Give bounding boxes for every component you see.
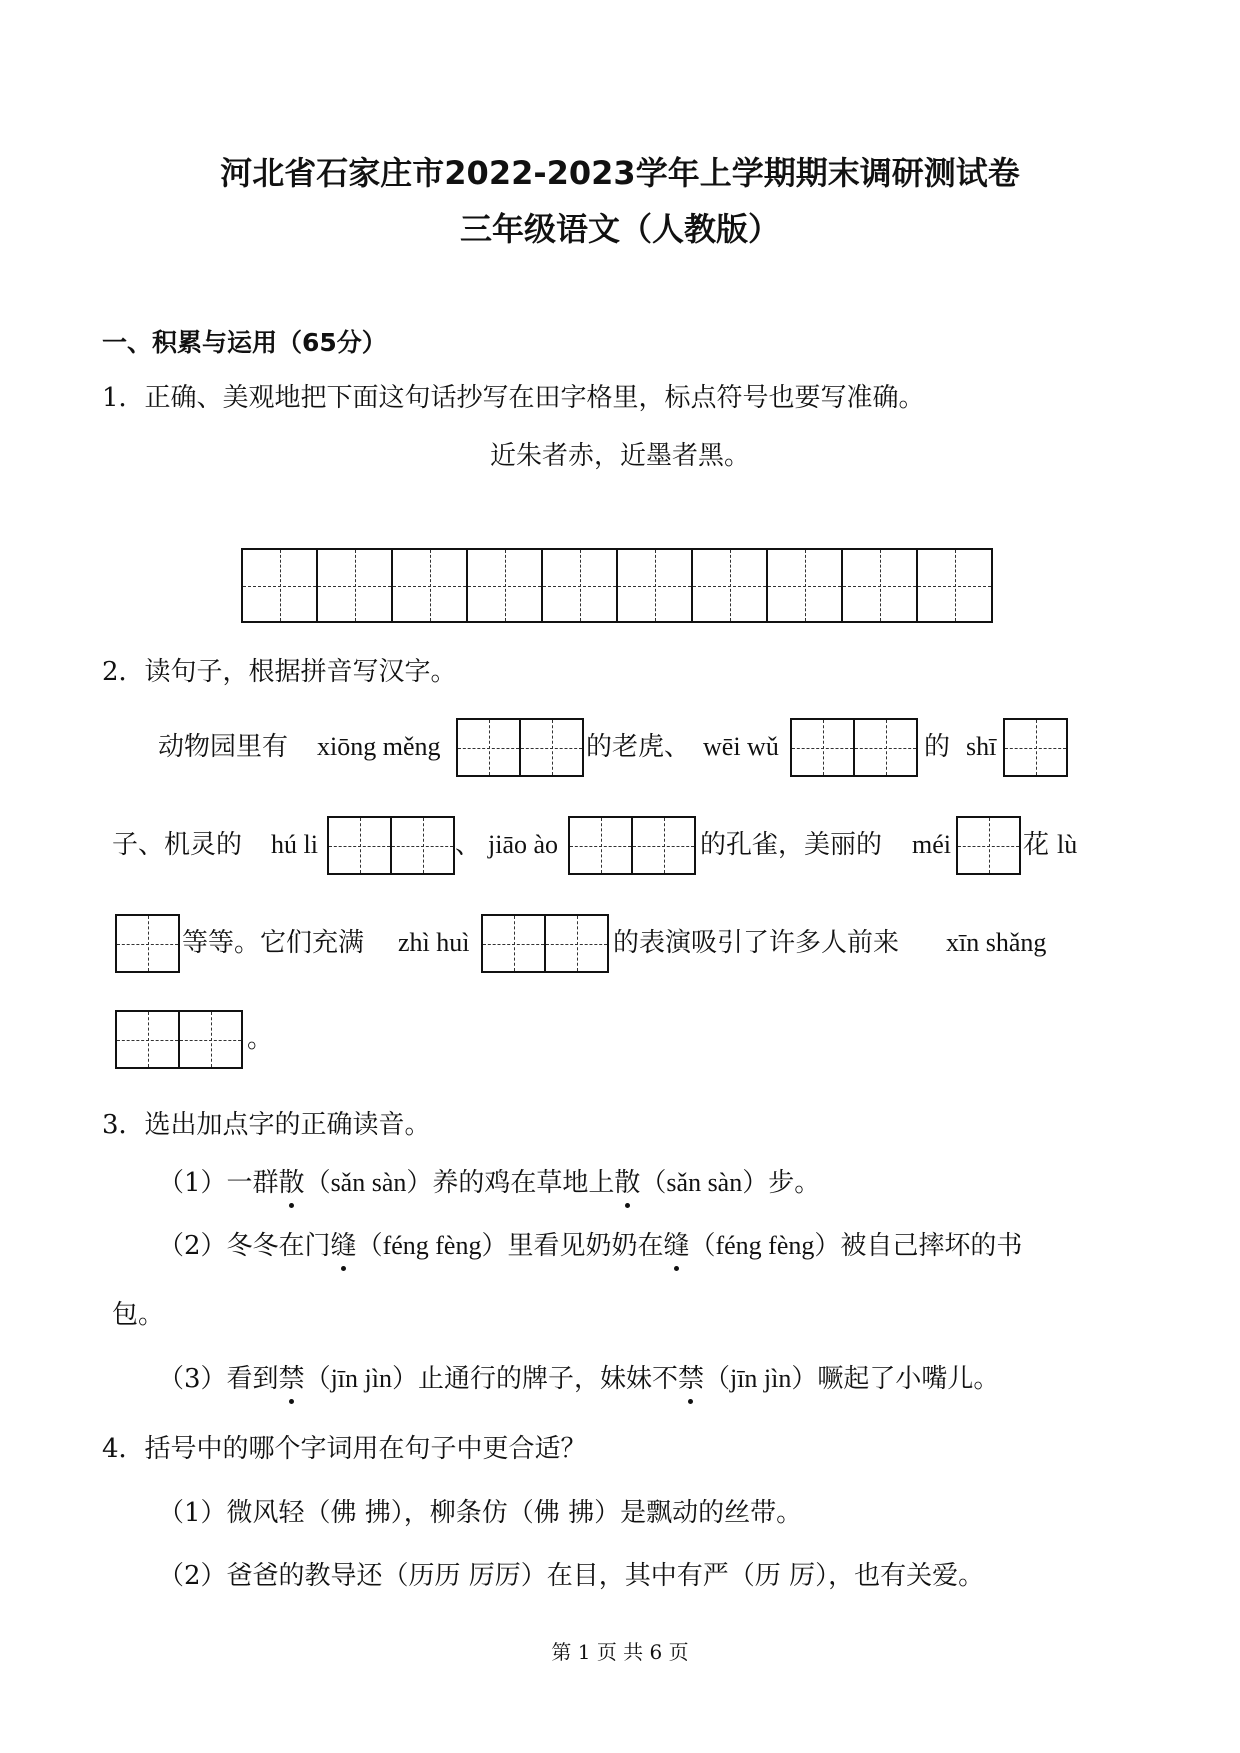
pinyin-jiaoao: jiāo ào (488, 830, 559, 859)
q2-prompt: 2．读句子，根据拼音写汉字。 (102, 657, 457, 687)
grid-cell[interactable] (768, 548, 843, 623)
pinyin-zhihui: zhì huì (398, 928, 470, 957)
q2-text: 的老虎、 (586, 732, 691, 762)
grid-cell[interactable] (843, 548, 918, 623)
q1-sentence: 近朱者赤，近墨者黑。 (489, 441, 750, 471)
dotted-char: 散 (614, 1168, 641, 1198)
grid-cell[interactable] (393, 548, 468, 623)
answer-box-zhihui[interactable] (481, 914, 609, 973)
exam-subtitle: 三年级语文（人教版） (459, 210, 780, 248)
section-heading: 一、积累与运用（65分） (102, 328, 387, 357)
q1-tianzige-grid[interactable] (241, 548, 993, 623)
pinyin-xiongmeng: xiōng měng (317, 732, 441, 761)
q2-text: 动物园里有 (158, 732, 289, 762)
grid-cell[interactable] (918, 548, 993, 623)
q2-text: 花 (1023, 830, 1050, 860)
q2-text: 等等。它们充满 (182, 928, 365, 958)
q2-text: 。 (247, 1024, 274, 1054)
q3-item-3: （3）看到禁（jīn jìn）止通行的牌子，妹妹不禁（jīn jìn）噘起了小嘴儿。 (158, 1364, 1000, 1394)
q3-item-2-cont: 包。 (112, 1300, 165, 1330)
q3-item-2: （2）冬冬在门缝（féng fèng）里看见奶奶在缝（féng fèng）被自己摔坏的书 (158, 1231, 1023, 1261)
grid-cell[interactable] (243, 548, 318, 623)
q4-item-2: （2）爸爸的教导还（历历 厉厉）在目，其中有严（历 厉），也有关爱。 (158, 1561, 985, 1591)
grid-cell[interactable] (468, 548, 543, 623)
answer-box-weiwu[interactable] (790, 718, 918, 777)
dotted-char: 禁 (278, 1364, 305, 1394)
dotted-char: 缝 (330, 1231, 357, 1261)
grid-cell[interactable] (318, 548, 393, 623)
answer-box-lu[interactable] (115, 914, 180, 973)
grid-cell[interactable] (693, 548, 768, 623)
answer-box-mei[interactable] (956, 816, 1021, 875)
pinyin-mei: méi (912, 830, 951, 859)
dotted-char: 散 (278, 1168, 305, 1198)
q4-prompt: 4．括号中的哪个字词用在句子中更合适？ (102, 1434, 587, 1464)
answer-box-xiongmeng[interactable] (456, 718, 584, 777)
q2-text: 的表演吸引了许多人前来 (613, 928, 900, 958)
dotted-char: 禁 (677, 1364, 704, 1394)
pinyin-weiwu: wēi wǔ (703, 732, 779, 761)
answer-box-shi[interactable] (1003, 718, 1068, 777)
q2-text: 子、机灵的 (112, 830, 243, 860)
grid-cell[interactable] (618, 548, 693, 623)
q4-item-1: （1）微风轻（佛 拂），柳条仿（佛 拂）是飘动的丝带。 (158, 1498, 803, 1528)
q2-text: 的孔雀，美丽的 (700, 830, 883, 860)
exam-title: 河北省石家庄市2022-2023学年上学期期末调研测试卷 (220, 154, 1020, 192)
q1-prompt: 1．正确、美观地把下面这句话抄写在田字格里，标点符号也要写准确。 (102, 383, 925, 413)
pinyin-lu: lù (1057, 830, 1078, 859)
answer-box-jiaoao[interactable] (568, 816, 696, 875)
grid-cell[interactable] (543, 548, 618, 623)
q3-item-1: （1）一群散（sǎn sàn）养的鸡在草地上散（sǎn sàn）步。 (158, 1168, 821, 1198)
pinyin-shi: shī (966, 732, 997, 761)
q2-text: 、 (455, 830, 482, 860)
pinyin-huli: hú li (271, 830, 318, 859)
q2-text: 的 (924, 732, 951, 762)
pinyin-xinshang: xīn shǎng (946, 928, 1047, 957)
answer-box-xinshang[interactable] (115, 1010, 243, 1069)
answer-box-huli[interactable] (327, 816, 455, 875)
page-number: 第 1 页 共 6 页 (551, 1640, 689, 1664)
dotted-char: 缝 (663, 1231, 690, 1261)
q3-prompt: 3．选出加点字的正确读音。 (102, 1110, 431, 1140)
